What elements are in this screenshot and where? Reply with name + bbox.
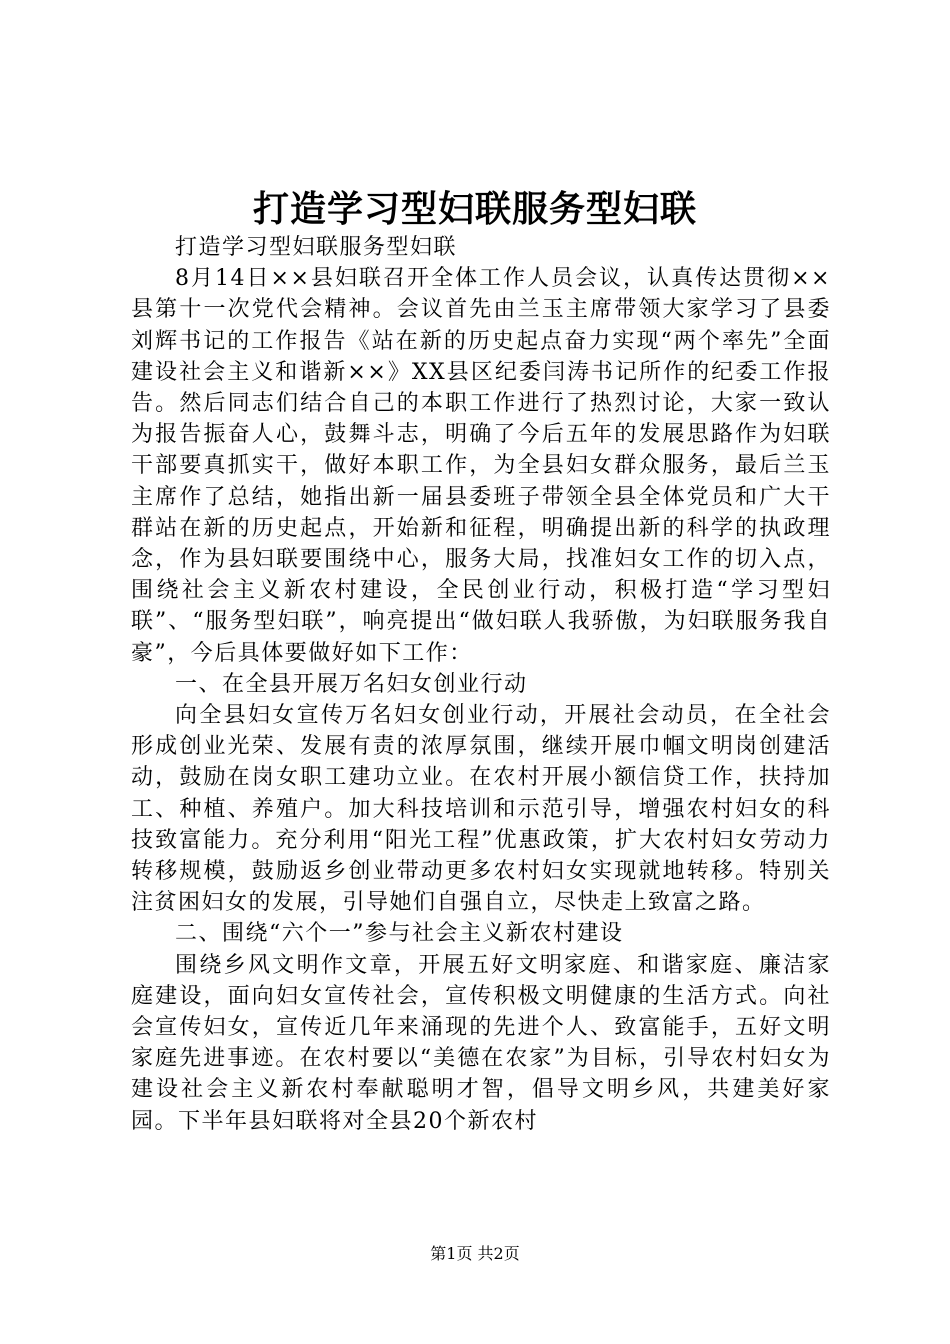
page-footer: 第1页 共2页 xyxy=(430,1244,520,1263)
document-title: 打造学习型妇联服务型妇联 xyxy=(252,188,697,230)
intro-paragraph: 8月14日××县妇联召开全体工作人员会议，认真传达贯彻××县第十一次党代会精神。会议首先由兰玉主席带领大家学习了县委刘辉书记的工作报告《站在新的历史起点奋力实现“两个率先”全面建设社会主义和谐新××》XX县区纪委闫涛书记所作的纪委工作报告。然后同志们结合自己的本职工作进行了热烈讨论，大家一致认为报告振奋人心，鼓舞斗志，明确了今后五年的发展思路作为妇联干部要真抓实干，做好本职工作，为全县妇女群众服务，最后兰玉主席作了总结，她指出新一届县委班子带领全县全体党员和广大干群站在新的历史起点，开始新和征程，明确提出新的科学的执政理念，作为县妇联要围绕中心，服务大局，找准妇女工作的切入点，围绕社会主义新农村建设，全民创业行动，积极打造“学习型妇联”、“服务型妇联”，响亮提出“做妇联人我骄傲，为妇联服务我自豪”，今后具体要做好如下工作： xyxy=(131,266,831,666)
document-body xyxy=(131,232,831,1137)
section-2-paragraph: 围绕乡风文明作文章，开展五好文明家庭、和谐家庭、廉洁家庭建设，面向妇女宣传社会，宣传积极文明健康的生活方式。向社会宣传妇女，宣传近几年来涌现的先进个人、致富能手，五好文明家庭先进事迹。在农村要以“美德在农家”为目标，引导农村妇女为建设社会主义新农村奉献聪明才智，倡导文明乡风，共建美好家园。下半年县妇联将对全县20个新农村 xyxy=(131,952,831,1134)
subtitle-paragraph: 打造学习型妇联服务型妇联 xyxy=(175,235,458,260)
section-heading-2: 二、围绕“六个一”参与社会主义新农村建设 xyxy=(175,921,624,947)
section-heading-1: 一、在全县开展万名妇女创业行动 xyxy=(175,671,528,697)
section-1-paragraph: 向全县妇女宣传万名妇女创业行动，开展社会动员，在全社会形成创业光荣、发展有责的浓厚氛围，继续开展巾帼文明岗创建活动，鼓励在岗女职工建功立业。在农村开展小额信贷工作，扶持加工、种植、养殖户。加大科技培训和示范引导，增强农村妇女的科技致富能力。充分利用“阳光工程”优惠政策，扩大农村妇女劳动力转移规模，鼓励返乡创业带动更多农村妇女实现就地转移。特别关注贫困妇女的发展，引导她们自强自立，尽快走上致富之路。 xyxy=(131,703,831,916)
